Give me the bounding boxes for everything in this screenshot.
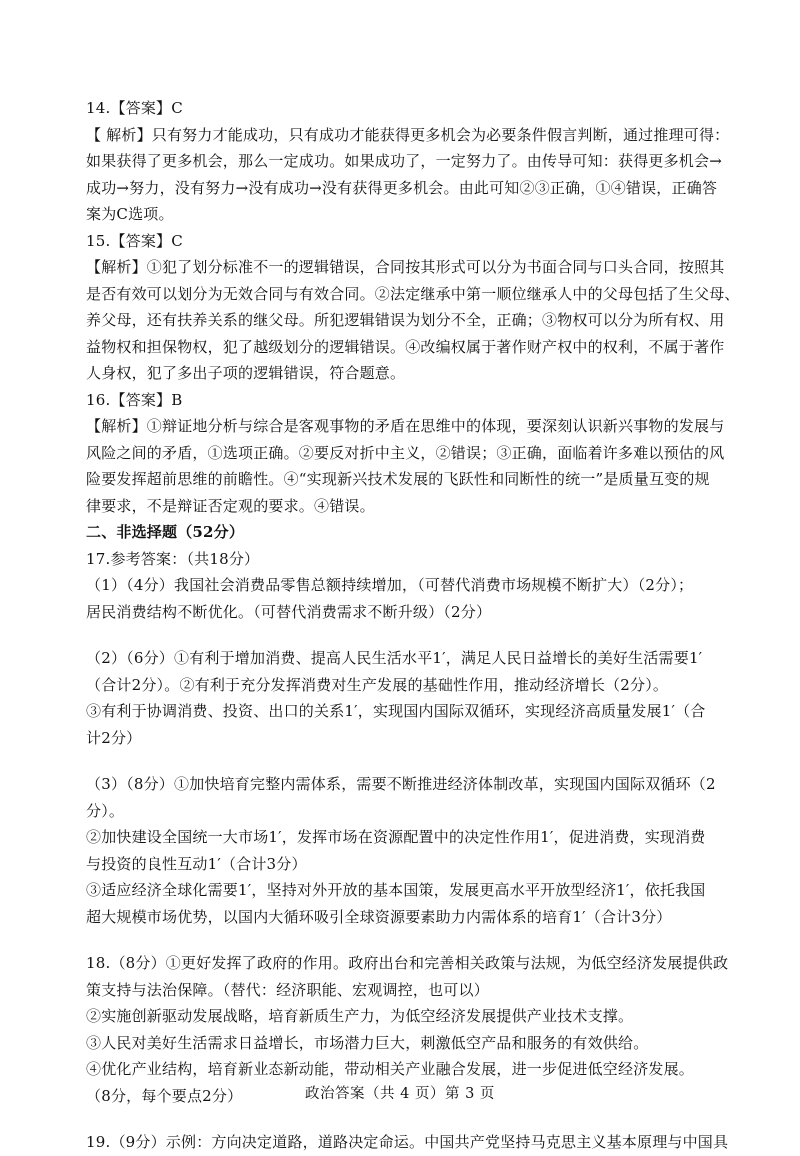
q17-part1-line: 居民消费结构不断优化。（可替代消费需求不断升级）（2分） bbox=[86, 602, 492, 621]
q18-line: ②实施创新驱动发展战略，培育新质生产力，为低空经济发展提供产业技术支撑。 bbox=[86, 1007, 634, 1025]
q17-part2-line: 计2分） bbox=[86, 728, 142, 747]
q15-analysis-line: 养父母，还有扶养关系的继父母。所犯逻辑错误为划分不全，正确；③物权可以分为所有权、用 bbox=[86, 311, 725, 329]
q15-analysis-line: 益物权和担保物权，犯了越级划分的逻辑错误。④改编权属于著作财产权中的权利，不属于著作 bbox=[86, 337, 725, 356]
q18-line: ③人民对美好生活需求日益增长，市场潜力巨大，刺激低空产品和服务的有效供给。 bbox=[86, 1033, 649, 1052]
q14-analysis-line: 成功→努力，没有努力→没有成功→没有获得更多机会。由此可知②③正确，①④错误，正确答 bbox=[86, 178, 718, 197]
spacer bbox=[86, 625, 726, 645]
q14-analysis-line: 如果获得了更多机会，那么一定成功。如果成功了，一定努力了。由传导可知：获得更多机会→ bbox=[86, 152, 722, 170]
q17-part3-line: 超大规模市场优势，以国内大循环吸引全球资源要素助力内需体系的培育1′（合计3分） bbox=[86, 907, 672, 926]
q18-line: 18.（8分）①更好发挥了政府的作用。政府出台和完善相关政策与法规，为低空经济发展提供政 bbox=[86, 954, 729, 972]
q16-analysis-line: 【解析】①辩证地分析与综合是客观事物的矛盾在思维中的体现，要深刻认识新兴事物的发展与 bbox=[86, 417, 725, 435]
section-heading: 二、非选择题（52分） bbox=[86, 523, 245, 541]
q17-heading: 17.参考答案：（共18分） bbox=[86, 549, 260, 568]
q16-analysis-line: 风险之间的矛盾，①选项正确。②要反对折中主义，②错误；③正确，面临着许多难以预估的风 bbox=[86, 443, 725, 462]
q14-analysis-line: 【 解析】只有努力才能成功，只有成功才能获得更多机会为必要条件假言判断，通过推理可得： bbox=[86, 125, 730, 144]
q17-part2-line: （合计2分）。②有利于充分发挥消费对生产发展的基础性作用，推动经济增长（2分）。 bbox=[86, 675, 669, 694]
answer-document bbox=[86, 95, 740, 1156]
q17-part1-line: （1）（4分）我国社会消费品零售总额持续增加，（可替代消费市场规模不断扩大）（2分）； bbox=[86, 576, 694, 594]
spacer bbox=[86, 751, 726, 771]
q14-answer: 14.【答案】C bbox=[86, 99, 183, 117]
q17-part2-line: ③有利于协调消费、投资、出口的关系1′，实现国内国际双循环，实现经济高质量发展1′（合 bbox=[86, 702, 706, 720]
q16-answer: 16.【答案】B bbox=[86, 390, 183, 409]
q17-part3-line: 与投资的良性互动1′（合计3分） bbox=[86, 854, 307, 873]
q17-part3-line: （3）（8分）①加快培育完整内需体系，需要不断推进经济体制改革，实现国内国际双循环（2 bbox=[86, 775, 716, 793]
q19-line: 19.（9分）示例：方向决定道路，道路决定命运。中国共产党坚持马克思主义基本原理与中国具 bbox=[86, 1133, 729, 1151]
q18-line: 策支持与法治保障。（替代：经济职能、宏观调控，也可以） bbox=[86, 980, 489, 999]
q14-analysis-line: 案为C选项。 bbox=[86, 205, 174, 223]
q15-analysis-line: 人身权，犯了多出子项的逻辑错误，符合题意。 bbox=[86, 364, 406, 382]
q15-analysis-line: 【解析】①犯了划分标准不一的逻辑错误，合同按其形式可以分为书面合同与口头合同，按照其 bbox=[86, 258, 725, 276]
q15-answer: 15.【答案】C bbox=[86, 231, 183, 250]
spacer bbox=[86, 1109, 726, 1129]
page-footer: 政治答案（共 4 页）第 3 页 bbox=[305, 1086, 495, 1102]
q17-part3-line: ③适应经济全球化需要1′，坚持对外开放的基本国策，发展更高水平开放型经济1′，依托我国 bbox=[86, 881, 706, 899]
q17-part3-line: ②加快建设全国统一大市场1′，发挥市场在资源配置中的决定性作用1′，促进消费，实现消费 bbox=[86, 828, 706, 846]
q18-line: ④优化产业结构，培育新业态新动能，带动相关产业融合发展，进一步促进低空经济发展。 bbox=[86, 1060, 695, 1078]
q17-part2-line: （2）（6分）①有利于增加消费、提高人民生活水平1′，满足人民日益增长的美好生活需要1′ bbox=[86, 649, 703, 667]
spacer bbox=[86, 930, 726, 950]
q16-analysis-line: 险要发挥超前思维的前瞻性。④“实现新兴技术发展的飞跃性和同断性的统一”是质量互变的规 bbox=[86, 470, 710, 488]
q15-analysis-line: 是否有效可以划分为无效合同与有效合同。②法定继承中第一顺位继承人中的父母包括了生父母、 bbox=[86, 284, 740, 303]
q18-line: （8分，每个要点2分） bbox=[86, 1086, 243, 1105]
q17-part3-line: 分）。 bbox=[86, 801, 125, 820]
q16-analysis-line: 律要求，不是辩证否定观的要求。④错误。 bbox=[86, 496, 375, 515]
